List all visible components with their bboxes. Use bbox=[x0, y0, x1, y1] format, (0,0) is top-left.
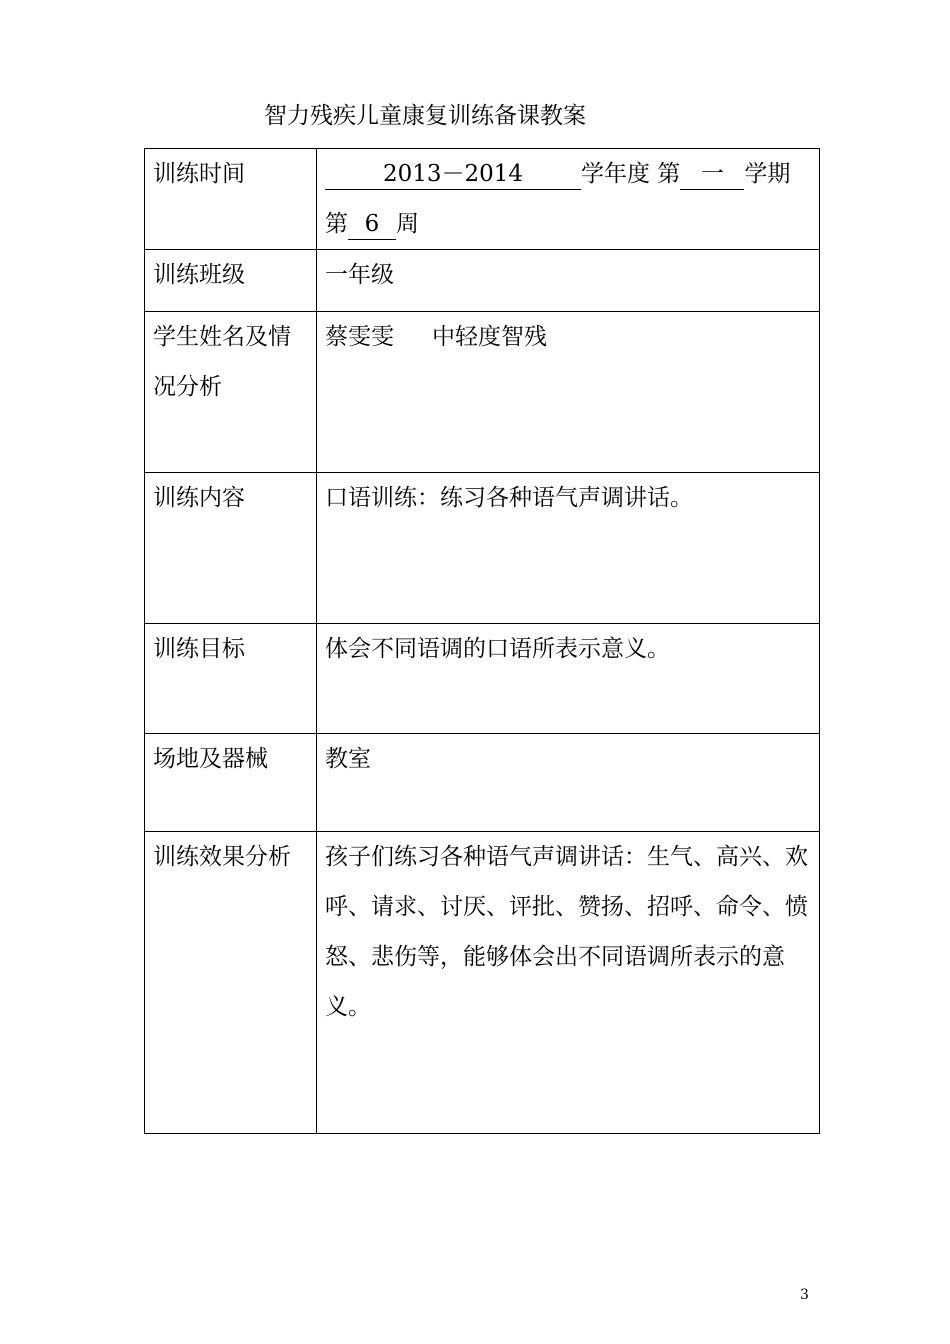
row-training-class bbox=[145, 250, 820, 312]
training-goal-label: 训练目标 bbox=[145, 624, 317, 734]
training-goal-value: 体会不同语调的口语所表示意义。 bbox=[317, 624, 820, 734]
lesson-plan-table bbox=[144, 148, 820, 1134]
document-title: 智力残疾儿童康复训练备课教案 bbox=[264, 103, 586, 129]
student-value bbox=[317, 312, 820, 473]
row-venue bbox=[145, 734, 820, 832]
student-name: 蔡雯雯 bbox=[325, 324, 394, 350]
training-effect-value: 孩子们练习各种语气声调讲话：生气、高兴、欢呼、请求、讨厌、评批、赞扬、招呼、命令、愤怒、悲伤等，能够体会出不同语调所表示的意义。 bbox=[317, 832, 820, 1134]
school-year: 2013－2014 bbox=[325, 159, 581, 190]
training-time-value bbox=[317, 149, 820, 250]
row-student bbox=[145, 312, 820, 473]
week-prefix: 第 bbox=[325, 211, 348, 237]
training-content-value: 口语训练：练习各种语气声调讲话。 bbox=[317, 473, 820, 624]
venue-label: 场地及器械 bbox=[145, 734, 317, 832]
row-training-goal bbox=[145, 624, 820, 734]
term-prefix: 第 bbox=[657, 161, 681, 187]
venue-value: 教室 bbox=[317, 734, 820, 832]
term-number: 一 bbox=[680, 159, 744, 190]
term-suffix: 学期 bbox=[744, 161, 791, 187]
row-training-effect bbox=[145, 832, 820, 1134]
student-label: 学生姓名及情况分析 bbox=[145, 312, 317, 473]
training-class-label: 训练班级 bbox=[145, 250, 317, 312]
school-year-suffix: 学年度 bbox=[581, 161, 650, 187]
row-training-time bbox=[145, 149, 820, 250]
row-training-content bbox=[145, 473, 820, 624]
page-number: 3 bbox=[800, 1287, 809, 1303]
student-condition: 中轻度智残 bbox=[432, 324, 547, 350]
week-suffix: 周 bbox=[396, 211, 419, 237]
training-class-value: 一年级 bbox=[317, 250, 820, 312]
training-time-label: 训练时间 bbox=[145, 149, 317, 250]
training-content-label: 训练内容 bbox=[145, 473, 317, 624]
week-number: 6 bbox=[348, 209, 396, 240]
training-effect-label: 训练效果分析 bbox=[145, 832, 317, 1134]
